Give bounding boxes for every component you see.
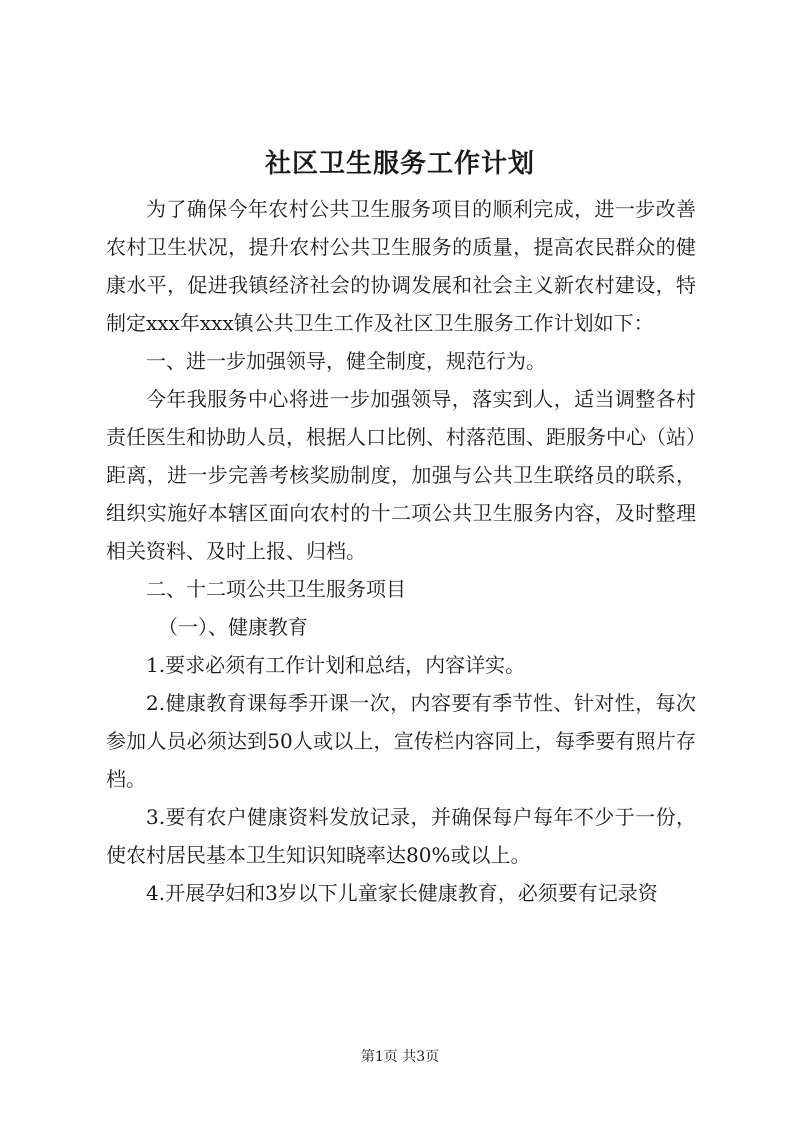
list-item-2: 2.健康教育课每季开课一次，内容要有季节性、针对性，每次参加人员必须达到50人或以上，宣传栏内容同上，每季要有照片存档。: [106, 691, 696, 791]
list-item-4: 4.开展孕妇和3岁以下儿童家长健康教育，必须要有记录资: [146, 881, 658, 905]
intro-paragraph: 为了确保今年农村公共卫生服务项目的顺利完成，进一步改善农村卫生状况，提升农村公共卫生服务的质量，提高农民群众的健康水平，促进我镇经济社会的协调发展和社会主义新农村建设，特制定xxx年xxx镇公共卫生工作及社区卫生服务工作计划如下：: [106, 197, 696, 335]
document-body: [106, 190, 696, 912]
list-item-3: 3.要有农户健康资料发放记录，并确保每户每年不少于一份，使农村居民基本卫生知识知晓率达80%或以上。: [106, 805, 696, 867]
section-1-paragraph: 今年我服务中心将进一步加强领导，落实到人，适当调整各村责任医生和协助人员，根据人口比例、村落范围、距服务中心（站）距离，进一步完善考核奖励制度，加强与公共卫生联络员的联系，组织实施好本辖区面向农村的十二项公共卫生服务内容，及时整理相关资料、及时上报、归档。: [106, 387, 696, 563]
section-heading-2: 二、十二项公共卫生服务项目: [146, 577, 406, 601]
page-footer: 第1页 共3页: [360, 1049, 440, 1065]
list-item-1: 1.要求必须有工作计划和总结，内容详实。: [146, 653, 526, 677]
section-heading-1: 一、进一步加强领导，健全制度，规范行为。: [146, 349, 546, 373]
subsection-heading-1: （一）、健康教育: [158, 615, 308, 639]
document-title: 社区卫生服务工作计划: [264, 149, 535, 179]
